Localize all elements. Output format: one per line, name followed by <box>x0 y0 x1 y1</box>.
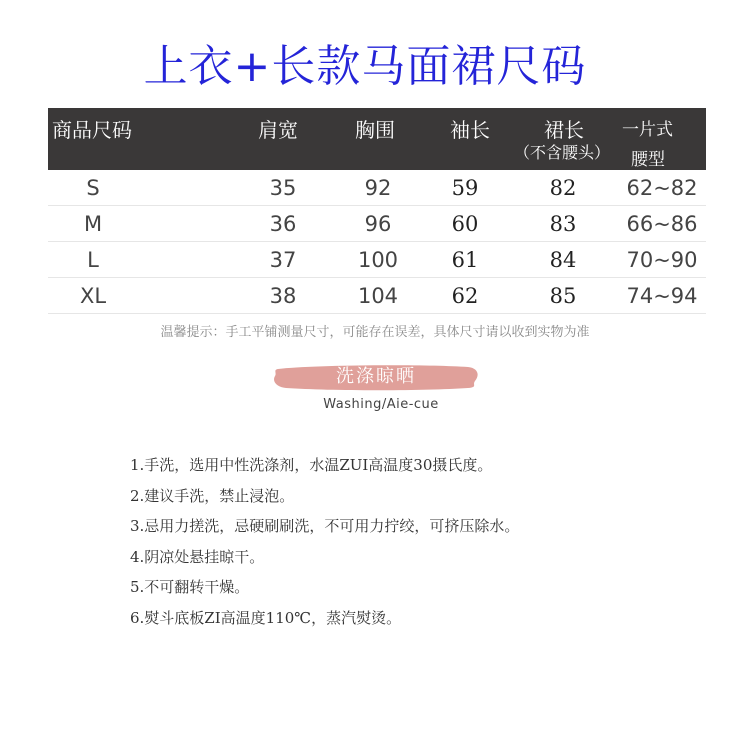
cell-sleeve: 62 <box>451 284 479 308</box>
cell-bust: 92 <box>364 176 392 200</box>
cell-sleeve: 59 <box>451 176 479 200</box>
cell-size: M <box>83 212 103 236</box>
header-bust: 胸围 <box>355 118 395 142</box>
header-waist-line2: 腰型 <box>631 150 665 170</box>
cell-bust: 100 <box>357 248 399 272</box>
cell-skirt: 84 <box>549 248 577 272</box>
measurement-tip: 温馨提示：手工平铺测量尺寸，可能存在误差，具体尺寸请以收到实物为准 <box>160 325 590 340</box>
header-skirt: 裙长 <box>544 118 584 142</box>
cell-size: XL <box>79 284 107 308</box>
cell-shoulder: 36 <box>269 212 297 236</box>
care-instructions <box>130 450 519 633</box>
cell-sleeve: 61 <box>451 248 479 272</box>
cell-waist: 74~94 <box>626 284 698 308</box>
cell-size: L <box>87 248 99 272</box>
page-title: 上衣+长款马面裙尺码 <box>143 41 587 92</box>
size-table-header <box>48 108 706 170</box>
care-banner <box>272 363 480 391</box>
header-shoulder: 肩宽 <box>258 118 298 142</box>
list-item: 3.忌用力搓洗，忌硬刷刷洗，不可用力拧绞，可挤压除水。 <box>130 517 520 535</box>
cell-skirt: 83 <box>549 212 577 236</box>
cell-skirt: 82 <box>549 176 577 200</box>
cell-waist: 66~86 <box>626 212 698 236</box>
header-sleeve: 袖长 <box>450 118 490 142</box>
care-banner-title: 洗涤晾晒 <box>336 366 416 387</box>
cell-shoulder: 37 <box>269 248 297 272</box>
cell-waist: 62~82 <box>626 176 698 200</box>
list-item: 5.不可翻转干燥。 <box>130 578 250 596</box>
list-item: 4.阴凉处悬挂晾干。 <box>130 547 265 566</box>
table-row <box>48 206 706 242</box>
list-item: 2.建议手洗，禁止浸泡。 <box>130 486 295 505</box>
cell-bust: 104 <box>357 284 399 308</box>
header-skirt-note: （不含腰头） <box>514 143 611 162</box>
header-size: 商品尺码 <box>52 118 132 142</box>
care-subtitle: Washing/Aie-cue <box>323 397 439 412</box>
table-row <box>48 170 706 206</box>
header-waist-line1: 一片式 <box>622 120 673 140</box>
cell-bust: 96 <box>364 212 392 236</box>
cell-shoulder: 38 <box>269 284 297 308</box>
cell-skirt: 85 <box>549 284 577 308</box>
size-table <box>48 108 706 314</box>
table-row <box>48 242 706 278</box>
cell-shoulder: 35 <box>269 176 297 200</box>
cell-size: S <box>86 176 100 200</box>
list-item: 6.熨斗底板ZI高温度110℃，蒸汽熨烫。 <box>130 608 402 627</box>
cell-sleeve: 60 <box>451 212 479 236</box>
cell-waist: 70~90 <box>626 248 698 272</box>
list-item: 1.手洗，选用中性洗涤剂，水温ZUI高温度30摄氏度。 <box>130 456 493 474</box>
table-row <box>48 278 706 314</box>
